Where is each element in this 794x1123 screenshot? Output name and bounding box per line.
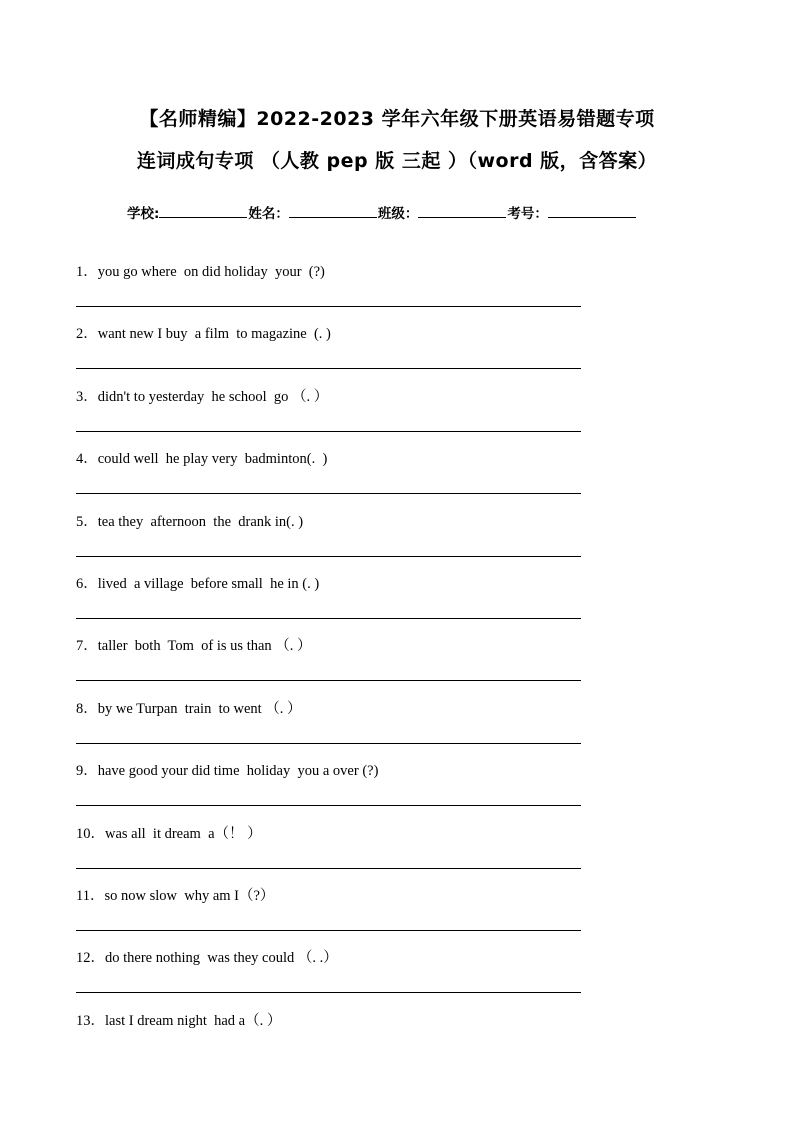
question-number: 13． <box>76 1012 105 1029</box>
answer-line[interactable] <box>76 556 581 557</box>
class-blank[interactable] <box>418 203 506 218</box>
answer-line[interactable] <box>76 930 581 931</box>
question-text: so now slow why am I（?） <box>104 887 275 904</box>
question-number: 2． <box>76 326 98 343</box>
question-text: was all it dream a（！ ） <box>105 825 262 842</box>
question-item <box>76 882 581 944</box>
question-text: want new I buy a film to magazine (. ) <box>97 326 331 343</box>
question-text: do there nothing was they could （. .） <box>105 950 338 967</box>
question-text: could well he play very badminton(. ) <box>97 451 328 468</box>
question-item <box>76 258 581 320</box>
question-item <box>76 320 581 382</box>
question-item <box>76 1007 581 1069</box>
question-item <box>76 508 581 570</box>
question-number: 8． <box>76 700 98 717</box>
question-item <box>76 570 581 632</box>
question-item <box>76 820 581 882</box>
class-label: 班级： <box>377 206 419 222</box>
question-number: 12． <box>76 950 105 967</box>
answer-line[interactable] <box>76 992 581 993</box>
answer-line[interactable] <box>76 493 581 494</box>
question-text: last I dream night had a（. ） <box>105 1012 282 1029</box>
question-number: 7． <box>76 638 98 655</box>
answer-line[interactable] <box>76 431 581 432</box>
question-number: 1． <box>76 264 98 280</box>
school-blank[interactable] <box>159 203 247 218</box>
question-item <box>76 695 581 757</box>
question-number: 9． <box>76 763 98 780</box>
name-blank[interactable] <box>289 203 377 218</box>
exam-number-label: 考号： <box>507 206 548 222</box>
answer-line[interactable] <box>76 368 581 369</box>
question-item <box>76 383 581 445</box>
answer-line[interactable] <box>76 680 581 681</box>
question-text: lived a village before small he in (. ) <box>97 575 320 592</box>
answer-line[interactable] <box>76 805 581 806</box>
question-number: 4． <box>76 451 98 468</box>
question-number: 5． <box>76 513 98 530</box>
question-number: 6． <box>76 575 98 592</box>
name-label: 姓名： <box>248 206 289 222</box>
question-item <box>76 632 581 694</box>
question-number: 3． <box>76 388 98 405</box>
school-label: 学校: <box>127 206 160 222</box>
question-item <box>76 445 581 507</box>
question-item <box>76 944 581 1006</box>
student-info-row <box>127 202 687 222</box>
answer-line[interactable] <box>76 743 581 744</box>
question-number: 10． <box>76 825 105 842</box>
exam-number-blank[interactable] <box>548 203 636 218</box>
question-list <box>76 258 581 1069</box>
page-title: 【名师精编】2022-2023 学年六年级下册英语易错题专项 <box>139 108 655 130</box>
answer-line[interactable] <box>76 868 581 869</box>
question-item <box>76 757 581 819</box>
answer-line[interactable] <box>76 618 581 619</box>
page-subtitle: 连词成句专项 （人教 pep 版 三起 ）（word 版，含答案） <box>136 150 658 172</box>
question-text: taller both Tom of is us than （. ） <box>97 638 312 655</box>
question-text: tea they afternoon the drank in(. ) <box>97 513 304 530</box>
question-text: you go where on did holiday your (?) <box>97 264 325 280</box>
question-text: have good your did time holiday you a over (?) <box>97 763 379 780</box>
answer-line[interactable] <box>76 306 581 307</box>
question-text: by we Turpan train to went （. ） <box>97 700 302 717</box>
question-text: didn't to yesterday he school go （. ） <box>97 388 329 405</box>
question-number: 11． <box>76 887 105 904</box>
